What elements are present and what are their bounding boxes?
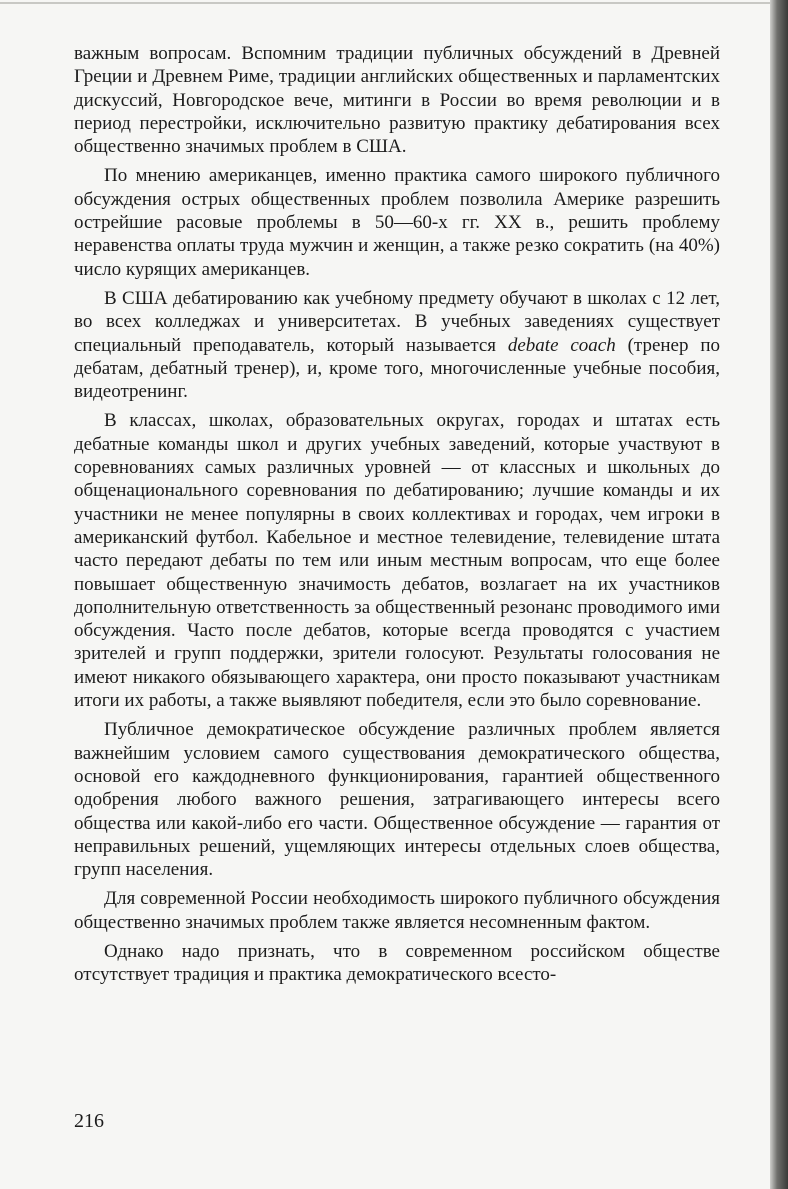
paragraph-7: Однако надо признать, что в современном российском обществе отсутствует традиция и практика демократического всесто- xyxy=(74,940,720,986)
paragraph-3 xyxy=(74,287,720,403)
paragraph-3-text-after: (тренер по дебатам, дебатный тренер), и, кроме того, многочисленные учебные пособия, видеотренинг. xyxy=(74,334,720,403)
page-number: 216 xyxy=(74,1110,104,1132)
paragraph-4: В классах, школах, образовательных округах, городах и штатах есть дебатные команды школ и других учебных заведений, которые участвуют в соревнованиях самых различных уровней — от классных и школьных до общенационального соревнования по дебатированию; лучшие команды и их участники не менее популярны в своих коллективах и городах, чем игроки в американский футбол. Кабельное и местное телевидение, телевидение штата часто передают дебаты по тем или иным местным вопросам, что еще более повышает общественную значимость дебатов, возлагает на их участников дополнительную ответственность за общественный резонанс проводимого ими обсуждения. Часто после дебатов, которые всегда проводятся с участием зрителей и групп поддержки, зрители голосуют. Результаты голосования не имеют никакого обязывающего характера, они просто показывают участникам итоги их работы, а также выявляют победителя, если это было соревнование. xyxy=(74,410,720,712)
body-text xyxy=(74,42,720,987)
paragraph-6: Для современной России необходимость широкого публичного обсуждения общественно значимых проблем также является несомненным фактом. xyxy=(74,888,720,933)
top-edge-line xyxy=(0,2,770,4)
paragraph-1: важным вопросам. Вспомним традиции публичных обсуждений в Древней Греции и Древнем Риме, традиции английских общественных и парламентских дискуссий, Новгородское вече, митинги в России во время революции и в период перестройки, исключительно развитую практику дебатирования всех общественно значимых проблем в США. xyxy=(74,43,720,158)
book-spine-shadow xyxy=(770,0,788,1189)
paragraph-3-italic-term: debate coach xyxy=(507,334,616,356)
paragraph-3-text-before: В США дебатированию как учебному предмету обучают в школах с 12 лет, во всех колледжах и университетах. В учебных заведениях существует специальный преподаватель, который называется xyxy=(74,287,720,356)
paragraph-2: По мнению американцев, именно практика самого широкого публичного обсуждения острых общественных проблем позволила Америке разрешить острейшие расовые проблемы в 50—60-х гг. XX в., решить проблему неравенства оплаты труда мужчин и женщин, а также резко сократить (на 40%) число курящих американцев. xyxy=(74,165,720,280)
paragraph-5: Публичное демократическое обсуждение различных проблем является важнейшим условием самого существования демократического общества, основой его каждодневного функционирования, гарантией общественного одобрения любого важного решения, затрагивающего интересы всего общества или какой-либо его части. Общественное обсуждение — гарантия от неправильных решений, ущемляющих интересы отдельных слоев общества, групп населения. xyxy=(74,719,720,881)
